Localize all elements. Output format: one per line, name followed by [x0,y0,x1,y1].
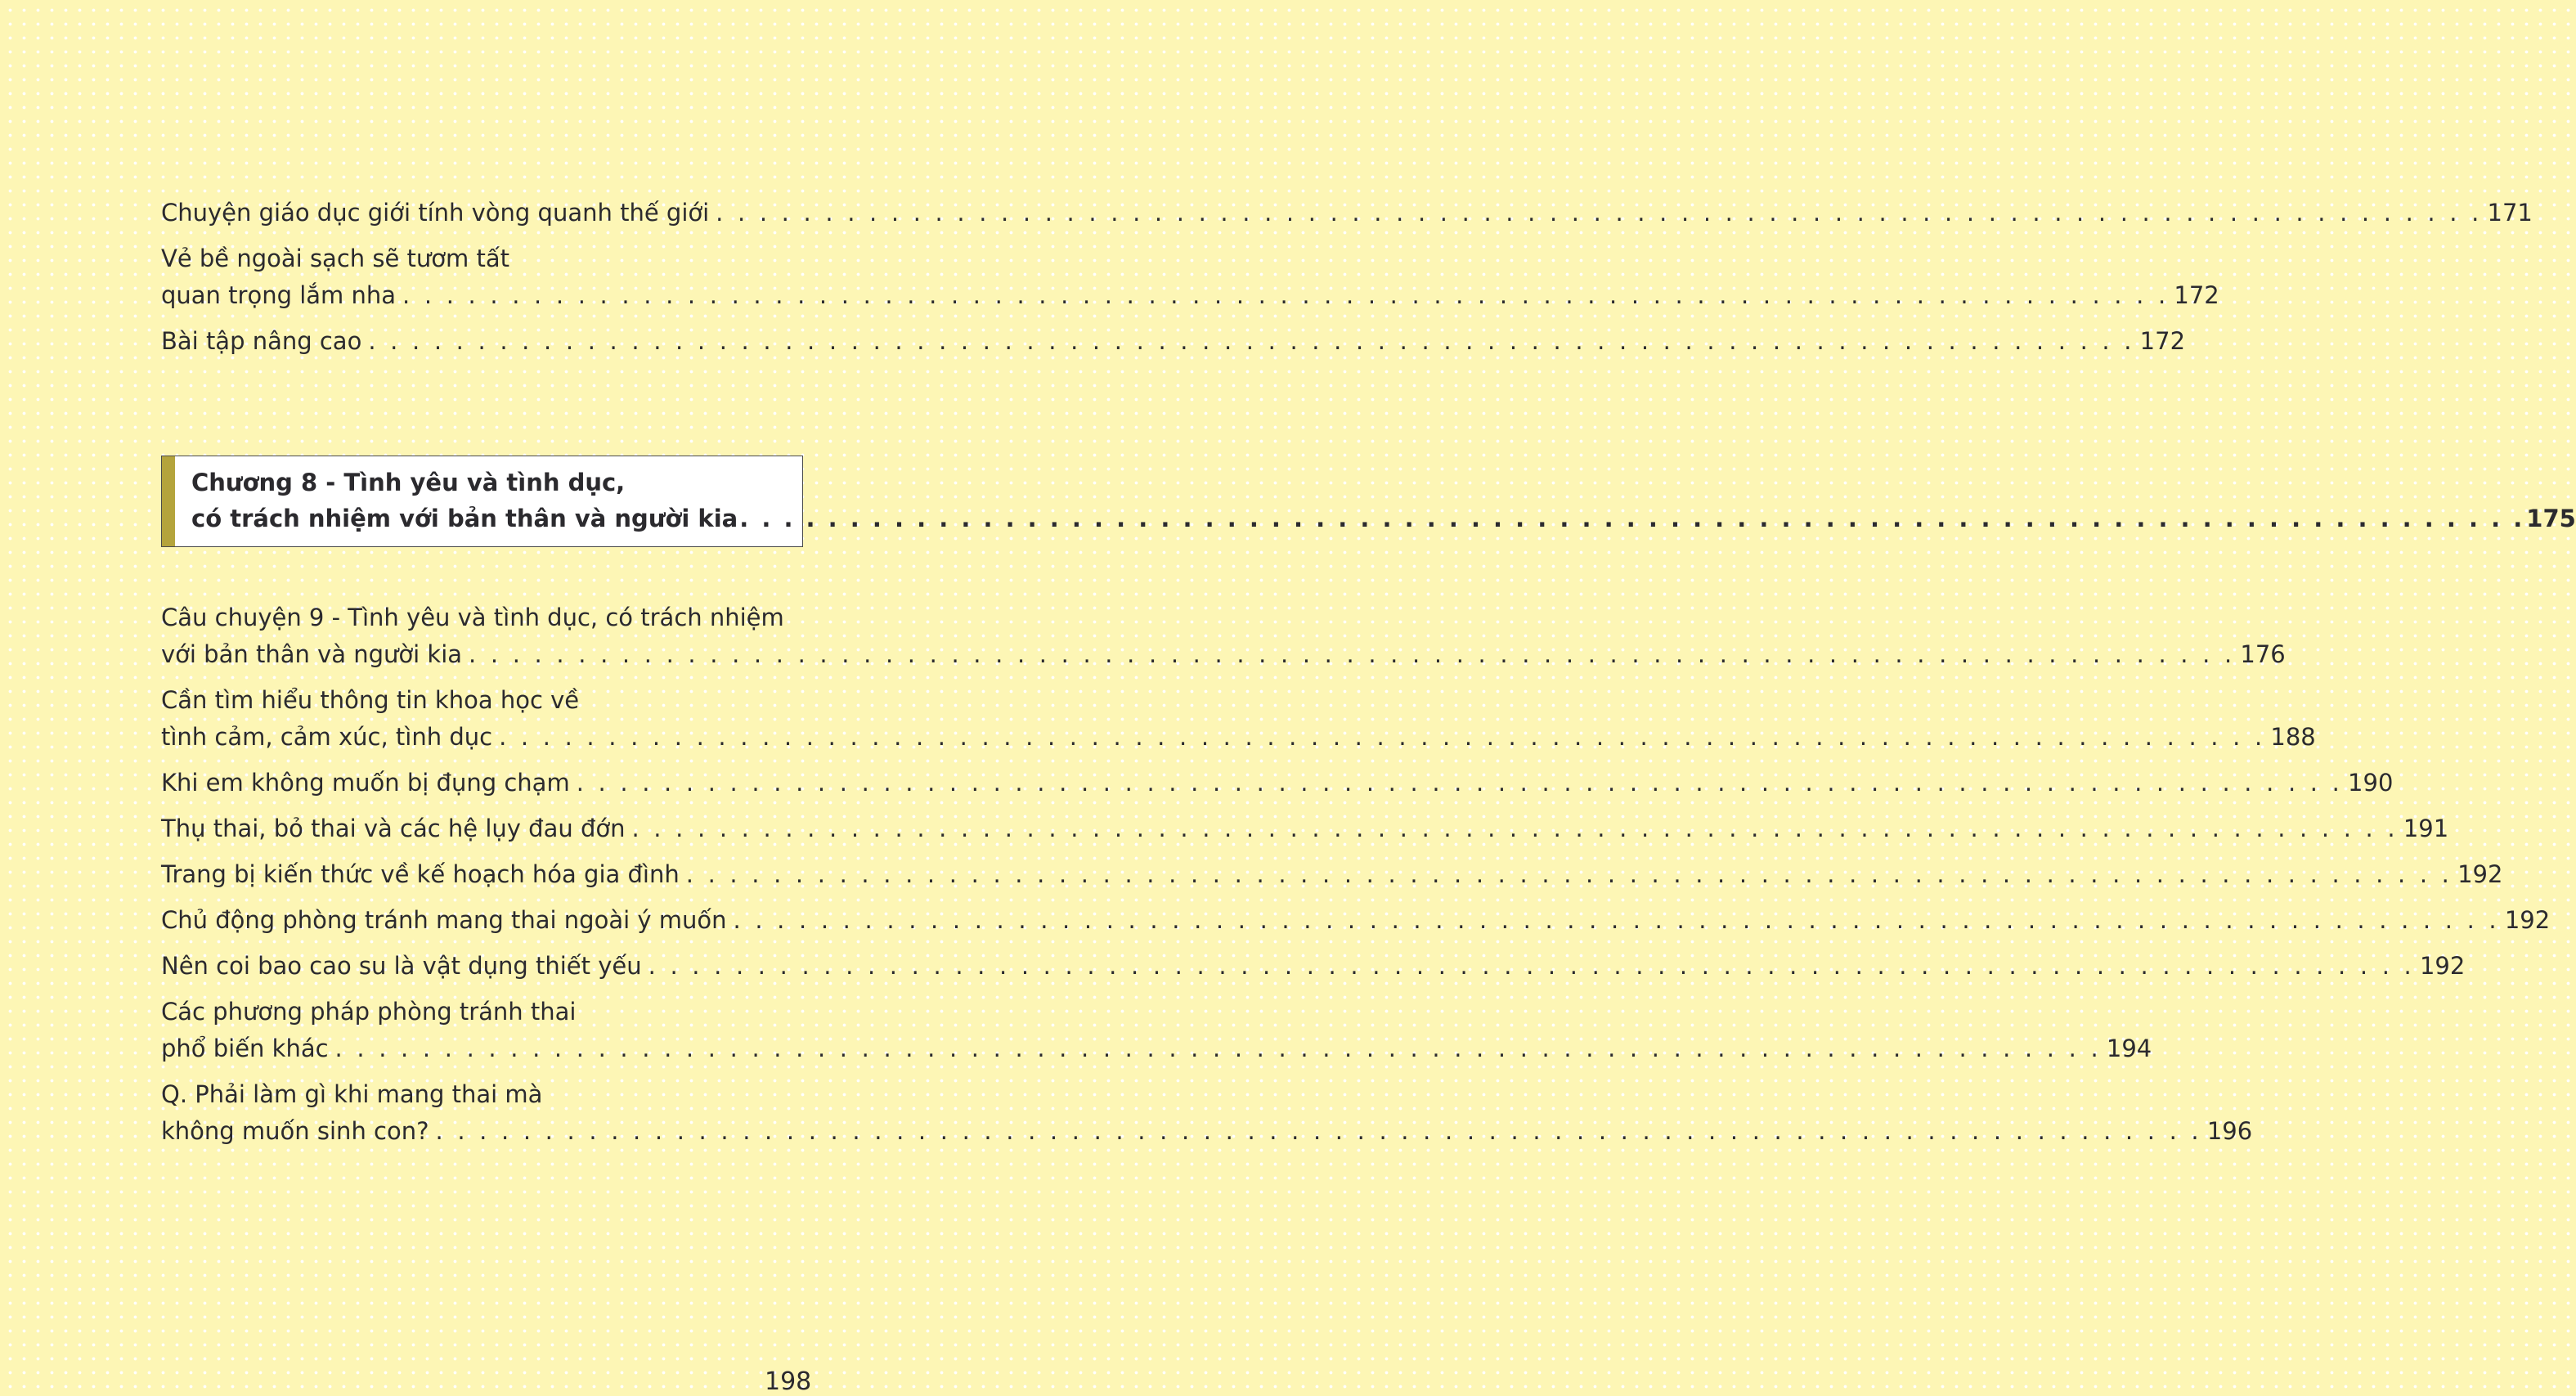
toc-entry[interactable] [161,765,2394,801]
toc-entry[interactable] [161,1076,2253,1150]
toc-entry[interactable] [161,323,2186,360]
toc-entry[interactable] [161,856,2503,893]
toc-entry-page: 196 [2206,1117,2253,1145]
dot-leader: . . . . . . . . . . . . . . . . . . . . . . . . . . . . . . . . . . . . . . . . . . . . . . . . . . . . . . . . . . . . . . . . . . . . . . . . . . . . . . . . . [368,327,2135,355]
toc-entry-title-line1: Cần tìm hiểu thông tin khoa học về [161,686,580,714]
dot-leader: . . . . . . . . . . . . . . . . . . . . . . . . . . . . . . . . . . . . . . . . . . . . . . . . . . . . . . . . . . . . . . . . . . . . . . . . . . . . . . . . . [576,769,2344,797]
toc-section-a [161,195,2533,360]
toc-entry-title: quan trọng lắm nha [161,281,397,309]
dot-leader: . . . . . . . . . . . . . . . . . . . . . . . . . . . . . . . . . . . . . . . . . . . . . . . . . . . . . . . . . . . . . . . . . . . . . . . . . . . . . . . . . [648,952,2415,980]
toc-entry-title: Nên coi bao cao su là vật dụng thiết yếu [161,952,642,980]
toc-entry-title: Chủ động phòng tránh mang thai ngoài ý muốn [161,906,727,934]
toc-entry-title: với bản thân và người kia [161,640,463,668]
dot-leader: . . . . . . . . . . . . . . . . . . . . . . . . . . . . . . . . . . . . . . . . . . . . . . . . . . . . . . . . . . . . . . . . . . . . . . . . . . . . . . . . . [402,281,2170,309]
chapter-heading [191,465,2576,536]
toc-entry-page: 192 [2504,906,2551,934]
toc-entry-page: 194 [2106,1035,2152,1062]
toc-entry-title-line1: Vẻ bề ngoài sạch sẽ tươm tất [161,245,510,272]
toc-entry[interactable] [161,948,2466,985]
chapter-heading-box[interactable] [161,456,2576,547]
toc-entry-page: 191 [2403,815,2449,842]
toc-entry-title: Bài tập nâng cao [161,327,362,355]
toc-entry-title: không muốn sinh con? [161,1117,429,1145]
toc-entry[interactable] [161,195,2533,231]
chapter-accent-bar [162,456,175,546]
toc-entry-page: 192 [2457,860,2503,888]
toc-entry[interactable] [161,599,2286,673]
toc-entry[interactable] [161,682,2316,756]
dot-leader: . . . . . . . . . . . . . . . . . . . . . . . . . . . . . . . . . . . . . . . . . . . . . . . . . . . . . . . . . . . . . . . . . . . . . . . . . . . . . . . . . [739,505,2525,532]
toc-entry[interactable] [161,994,2152,1067]
toc-entry-page: 188 [2270,723,2316,751]
dot-leader: . . . . . . . . . . . . . . . . . . . . . . . . . . . . . . . . . . . . . . . . . . . . . . . . . . . . . . . . . . . . . . . . . . . . . . . . . . . . . . . . . [733,906,2500,934]
toc-entry[interactable] [161,902,2551,939]
dot-leader: . . . . . . . . . . . . . . . . . . . . . . . . . . . . . . . . . . . . . . . . . . . . . . . . . . . . . . . . . . . . . . . . . . . . . . . . . . . . . . . . . [469,640,2236,668]
toc-entry-title-line1: Q. Phải làm gì khi mang thai mà [161,1080,543,1108]
toc-section-b [161,599,2551,1150]
toc-entry-page: 190 [2348,769,2394,797]
dot-leader: . . . . . . . . . . . . . . . . . . . . . . . . . . . . . . . . . . . . . . . . . . . . . . . . . . . . . . . . . . . . . . . . . . . . . . . . . . . . . . . . . [499,723,2266,751]
toc-entry[interactable] [161,240,2219,314]
toc-entry-page: 172 [2139,327,2186,355]
toc-entry-title: phổ biến khác [161,1035,329,1062]
toc-entry-title: Khi em không muốn bị đụng chạm [161,769,570,797]
chapter-title-line1: Chương 8 - Tình yêu và tình dục, [191,469,626,496]
dot-leader: . . . . . . . . . . . . . . . . . . . . . . . . . . . . . . . . . . . . . . . . . . . . . . . . . . . . . . . . . . . . . . . . . . . . . . . . . . . . . . . . . [685,860,2453,888]
dot-leader: . . . . . . . . . . . . . . . . . . . . . . . . . . . . . . . . . . . . . . . . . . . . . . . . . . . . . . . . . . . . . . . . . . . . . . . . . . . . . . . . . [334,1035,2102,1062]
chapter-title: có trách nhiệm với bản thân và người kia [191,505,738,532]
toc-entry[interactable] [161,810,2449,847]
dot-leader: . . . . . . . . . . . . . . . . . . . . . . . . . . . . . . . . . . . . . . . . . . . . . . . . . . . . . . . . . . . . . . . . . . . . . . . . . . . . . . . . . [435,1117,2202,1145]
page-number: 198 [765,1367,812,1396]
dot-leader: . . . . . . . . . . . . . . . . . . . . . . . . . . . . . . . . . . . . . . . . . . . . . . . . . . . . . . . . . . . . . . . . . . . . . . . . . . . . . . . . . [631,815,2399,842]
toc-entry-page: 176 [2240,640,2286,668]
toc-entry-page: 192 [2419,952,2466,980]
toc-entry-title: Chuyện giáo dục giới tính vòng quanh thế giới [161,199,710,227]
toc-entry-title-line1: Các phương pháp phòng tránh thai [161,998,577,1026]
toc-entry-title: Trang bị kiến thức về kế hoạch hóa gia đình [161,860,680,888]
toc-entry-title-line1: Câu chuyện 9 - Tình yêu và tình dục, có trách nhiệm [161,604,784,631]
toc-entry-title: tình cảm, cảm xúc, tình dục [161,723,493,751]
dot-leader: . . . . . . . . . . . . . . . . . . . . . . . . . . . . . . . . . . . . . . . . . . . . . . . . . . . . . . . . . . . . . . . . . . . . . . . . . . . . . . . . . [716,199,2483,227]
chapter-page: 175 [2526,505,2576,532]
toc-entry-page: 171 [2487,199,2533,227]
toc-entry-page: 172 [2174,281,2219,309]
toc-entry-title: Thụ thai, bỏ thai và các hệ lụy đau đớn [161,815,626,842]
